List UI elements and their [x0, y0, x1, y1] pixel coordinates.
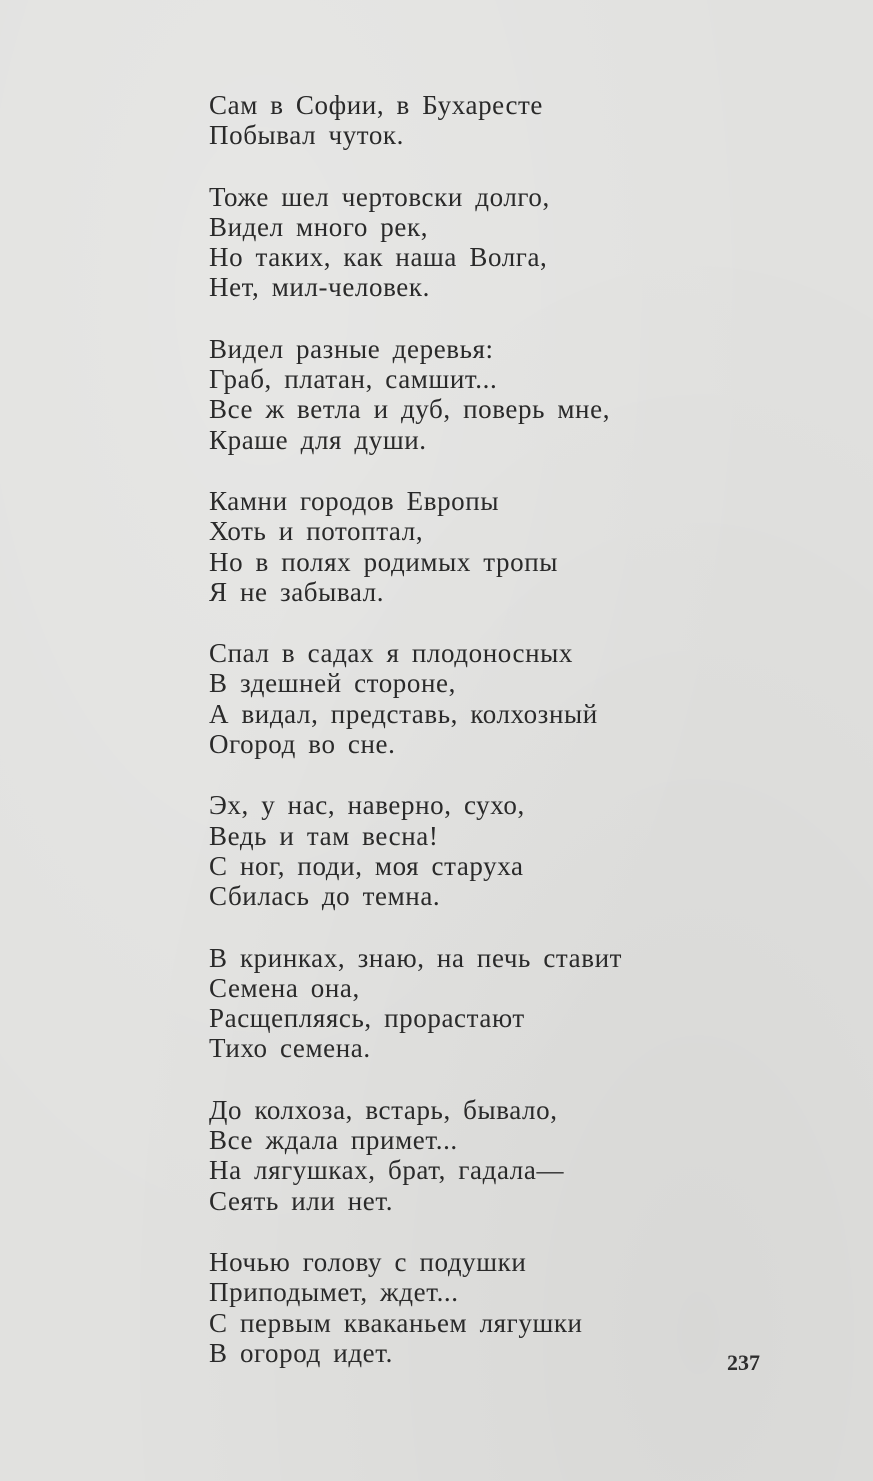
- page-number: 237: [727, 1350, 760, 1375]
- poem-line: Эх, у нас, наверно, сухо,: [209, 790, 525, 821]
- poem-line: А видал, представь, колхозный: [209, 698, 598, 729]
- poem-line: Семена она,: [209, 972, 360, 1003]
- poem-line: Огород во сне.: [209, 729, 396, 760]
- stanza-6: [209, 790, 809, 911]
- poem-text: [209, 90, 809, 1399]
- poem-line: С первым кваканьем лягушки: [209, 1307, 583, 1338]
- poem-line: Сбилась до темна.: [209, 881, 441, 912]
- poem-line: Видел разные деревья:: [209, 333, 494, 364]
- poem-line: Хоть и потоптал,: [209, 516, 424, 547]
- poem-line: Видел много рек,: [209, 211, 429, 242]
- stanza-9: [209, 1247, 809, 1368]
- poem-line: Побывал чуток.: [209, 120, 405, 151]
- stanza-4: [209, 486, 809, 607]
- poem-line: Сеять или нет.: [209, 1185, 394, 1216]
- poem-line: В кринках, знаю, на печь ставит: [209, 942, 623, 973]
- poem-line: Тихо семена.: [209, 1033, 371, 1064]
- poem-line: Краше для души.: [209, 424, 427, 455]
- poem-line: До колхоза, встарь, бывало,: [209, 1094, 558, 1125]
- poem-line: Но таких, как наша Волга,: [209, 242, 548, 273]
- poem-line: Нет, мил-человек.: [209, 272, 430, 303]
- poem-line: Все ждала примет...: [209, 1125, 458, 1156]
- poem-line: Сам в Софии, в Бухаресте: [209, 90, 544, 120]
- stanza-2: [209, 182, 809, 303]
- poem-line: Я не забывал.: [209, 576, 385, 607]
- poem-line: В огород идет.: [209, 1337, 393, 1368]
- poem-line: Спал в садах я плодоносных: [209, 638, 574, 669]
- poem-line: Ведь и там весна!: [209, 820, 439, 851]
- stanza-7: [209, 943, 809, 1064]
- poem-line: На лягушках, брат, гадала—: [209, 1155, 565, 1186]
- poem-line: Но в полях родимых тропы: [209, 546, 558, 577]
- poem-line: С ног, поди, моя старуха: [209, 850, 524, 881]
- poem-line: Граб, платан, самшит...: [209, 364, 498, 395]
- poem-line: Ночью голову с подушки: [209, 1246, 527, 1277]
- poem-line: В здешней стороне,: [209, 668, 456, 699]
- poem-line: Приподымет, ждет...: [209, 1277, 459, 1308]
- stanza-1: [209, 90, 809, 151]
- poem-line: Камни городов Европы: [209, 485, 500, 516]
- stanza-5: [209, 638, 809, 759]
- poem-line: Все ж ветла и дуб, поверь мне,: [209, 394, 611, 425]
- stanza-3: [209, 334, 809, 455]
- stanza-8: [209, 1095, 809, 1216]
- poem-line: Тоже шел чертовски долго,: [209, 181, 550, 212]
- poem-line: Расщепляясь, прорастают: [209, 1003, 525, 1034]
